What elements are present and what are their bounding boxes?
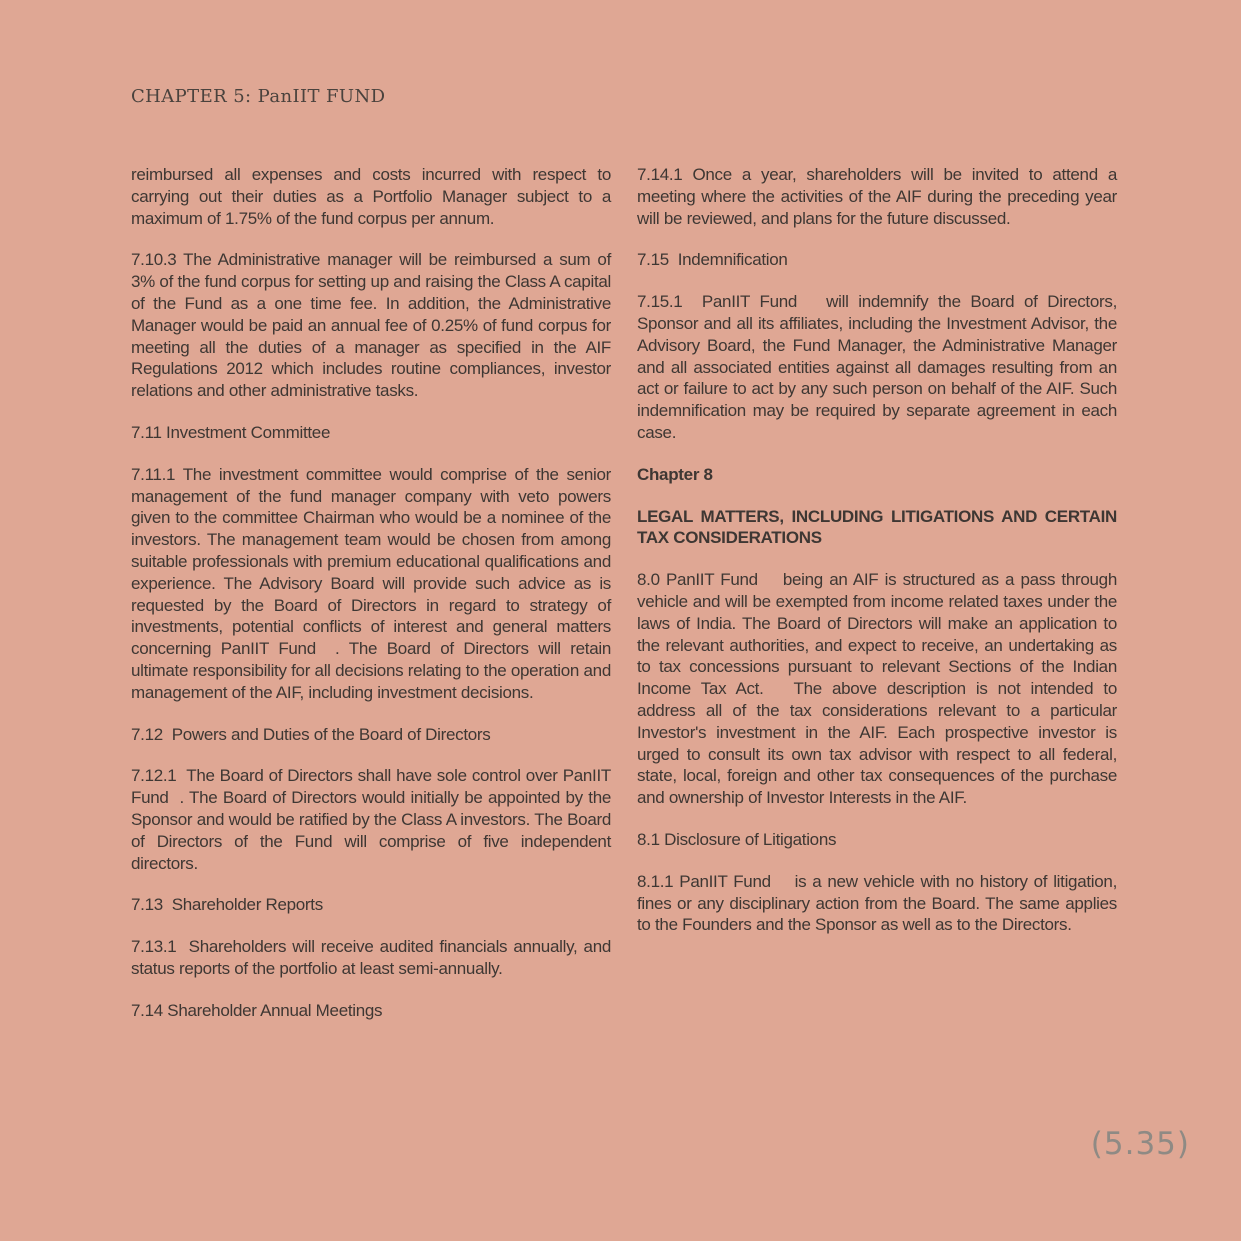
section-heading-7-13: 7.13 Shareholder Reports xyxy=(131,895,323,915)
paragraph-8-1-1: 8.1.1 PanIIT Fund is a new vehicle with no history of litigation, fines or any disciplinary action from the Board. The same applies to the Founders and the Sponsor as well as to the Directors. xyxy=(637,871,1117,935)
paragraph-8-0: 8.0 PanIIT Fund being an AIF is structured as a pass through vehicle and will be exempted from income related taxes under the laws of India. The Board of Directors will make an application to the relevant authorities, and expect to receive, an undertaking as to tax concessions pursuant to relevant Sections of the Indian Income Tax Act. The above description is not intended to address all of the tax considerations relevant to a particular Investor's investment in the AIF. Each prospective investor is urged to consult its own tax advisor with respect to all federal, state, local, foreign and other tax consequences of the purchase and ownership of Investor Interests in the AIF. xyxy=(637,570,1117,808)
page-number: (5.35) xyxy=(1090,1126,1190,1162)
paragraph-7-10-3: 7.10.3 The Administrative manager will be reimbursed a sum of 3% of the fund corpus for setting up and raising the Class A capital of the Fund as a one time fee. In addition, the Administrative Manager would be paid an annual fee of 0.25% of fund corpus for meeting all the duties of a manager as specified in the AIF Regulations 2012 which includes routine compliances, investor relations and other administrative tasks. xyxy=(131,250,611,401)
section-heading-8-1: 8.1 Disclosure of Litigations xyxy=(637,829,837,849)
paragraph-7-14-1: 7.14.1 Once a year, shareholders will be invited to attend a meeting where the activities of the AIF during the preceding year will be reviewed, and plans for the future discussed. xyxy=(637,165,1117,228)
section-heading-7-15: 7.15 Indemnification xyxy=(637,250,788,270)
paragraph-7-15-1: 7.15.1 PanIIT Fund will indemnify the Board of Directors, Sponsor and all its affiliates, including the Investment Advisor, the Advisory Board, the Fund Manager, the Administrative Manager and all associated entities against all damages resulting from an act or failure to act by any such person on behalf of the AIF. Such indemnification may be required by separate agreement in each case. xyxy=(637,292,1117,442)
left-column xyxy=(131,164,611,1042)
paragraph-7-10-continuation: reimbursed all expenses and costs incurred with respect to carrying out their duties as a Portfolio Manager subject to a maximum of 1.75% of the fund corpus per annum. xyxy=(131,165,611,228)
chapter-header: CHAPTER 5: PanIIT FUND xyxy=(131,86,386,107)
right-column xyxy=(637,164,1117,1042)
section-heading-7-12: 7.12 Powers and Duties of the Board of Directors xyxy=(131,724,491,744)
chapter-8-heading: Chapter 8 xyxy=(637,464,713,484)
paragraph-7-12-1: 7.12.1 The Board of Directors shall have sole control over PanIIT Fund . The Board of Directors would initially be appointed by the Sponsor and would be ratified by the Class A investors. The Board of Directors of the Fund will comprise of five independent directors. xyxy=(131,766,611,873)
paragraph-7-11-1: 7.11.1 The investment committee would comprise of the senior management of the fund manager company with veto powers given to the committee Chairman who would be a nominee of the investors. The management team would be chosen from among suitable professionals with premium educational qualifications and experience. The Advisory Board will provide such advice as is requested by the Board of Directors in regard to strategy of investments, potential conflicts of interest and general matters concerning PanIIT Fund . The Board of Directors will retain ultimate responsibility for all decisions relating to the operation and management of the AIF, including investment decisions. xyxy=(131,464,611,702)
chapter-8-title: LEGAL MATTERS, INCLUDING LITIGATIONS AND CERTAIN TAX CONSIDERATIONS xyxy=(637,506,1117,548)
paragraph-7-13-1: 7.13.1 Shareholders will receive audited financials annually, and status reports of the portfolio at least semi-annually. xyxy=(131,937,611,978)
page-content xyxy=(131,164,1117,1042)
section-heading-7-11: 7.11 Investment Committee xyxy=(131,422,331,442)
section-heading-7-14: 7.14 Shareholder Annual Meetings xyxy=(131,1000,383,1020)
